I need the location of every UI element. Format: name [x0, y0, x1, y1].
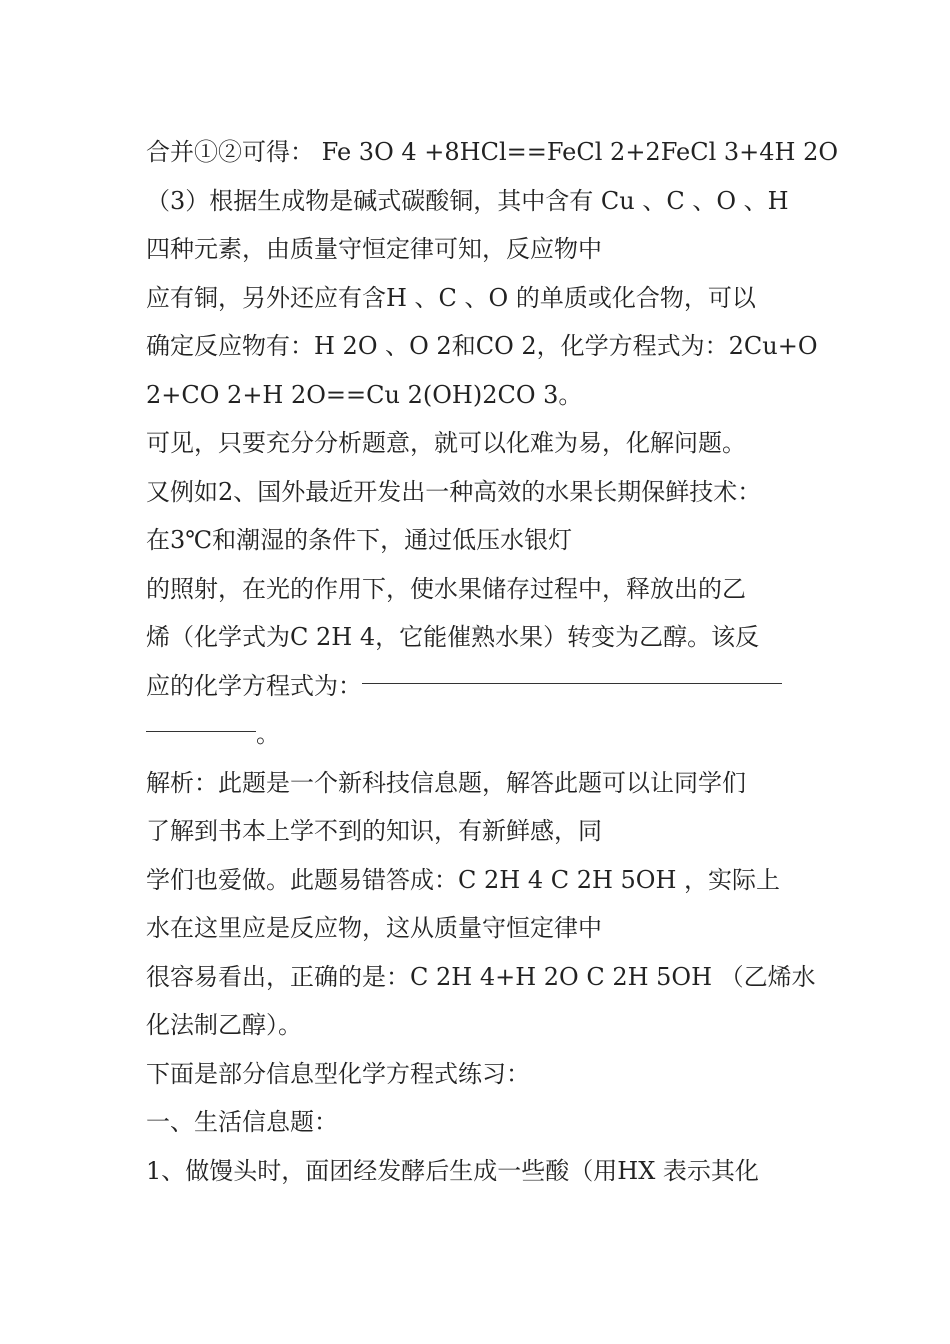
text-line: 了解到书本上学不到的知识，有新鲜感，同	[146, 817, 602, 845]
text-line: 化法制乙醇）。	[146, 1011, 302, 1039]
answer-blank-continued	[146, 731, 256, 732]
section-heading: 一、生活信息题：	[146, 1108, 338, 1136]
text-line: 烯（化学式为C 2H 4，它能催熟水果）转变为乙醇。该反	[146, 623, 760, 651]
text-line: 应有铜，另外还应有含H 、C 、O 的单质或化合物，可以	[146, 283, 756, 312]
text-line: 2+CO 2+H 2O==Cu 2(OH)2CO 3。	[146, 380, 583, 409]
text-line: （3）根据生成物是碱式碳酸铜，其中含有 Cu 、C 、O 、H	[146, 186, 789, 215]
text-line: 1、做馒头时，面团经发酵后生成一些酸（用HX 表示其化	[146, 1156, 759, 1185]
text-line: 又例如2、国外最近开发出一种高效的水果长期保鲜技术：	[146, 477, 762, 506]
text-line-with-blank	[146, 710, 812, 759]
answer-blank	[362, 683, 782, 684]
text-line: 合并①②可得： Fe 3O 4 +8HCl==FeCl 2+2FeCl 3+4H 2O	[146, 138, 839, 166]
text-line: 在3℃和潮湿的条件下，通过低压水银灯	[146, 526, 573, 554]
text-line: 解析：此题是一个新科技信息题，解答此题可以让同学们	[146, 768, 746, 797]
text-line: 可见，只要充分分析题意，就可以化难为易，化解问题。	[146, 429, 746, 457]
text-line: 四种元素，由质量守恒定律可知，反应物中	[146, 235, 602, 263]
equation-prompt: 应的化学方程式为：	[146, 671, 362, 700]
blank-end-period: 。	[256, 720, 280, 748]
document-body	[146, 128, 839, 1195]
text-line: 学们也爱做。此题易错答成：C 2H 4 C 2H 5OH ，实际上	[146, 865, 781, 894]
text-line-with-blank	[146, 662, 812, 711]
text-line: 下面是部分信息型化学方程式练习：	[146, 1059, 530, 1088]
text-line: 确定反应物有：H 2O 、O 2和CO 2，化学方程式为：2Cu+O	[146, 332, 818, 360]
text-line: 水在这里应是反应物，这从质量守恒定律中	[146, 914, 602, 942]
text-line: 的照射，在光的作用下，使水果储存过程中，释放出的乙	[146, 574, 746, 603]
text-line: 很容易看出，正确的是：C 2H 4+H 2O C 2H 5OH （乙烯水	[146, 962, 816, 991]
